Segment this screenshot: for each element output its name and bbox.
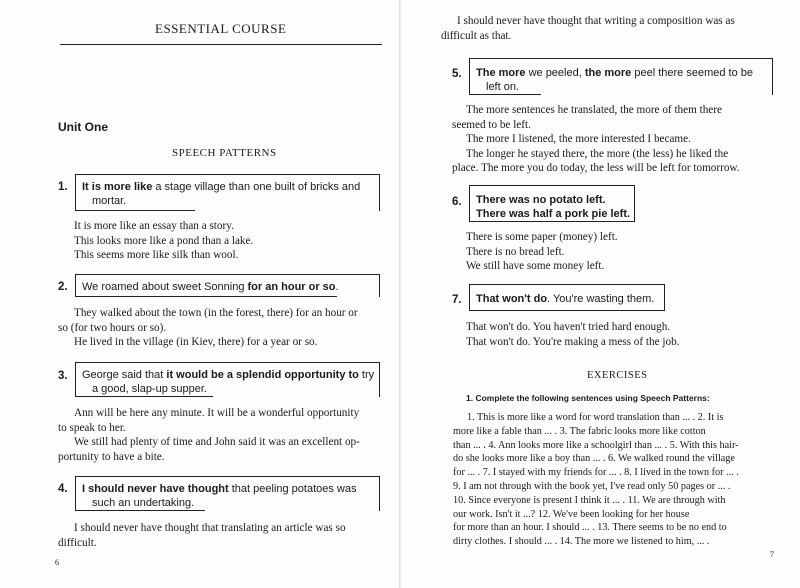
- exercise-line: than ... . 4. Ann looks more like a schoolgirl than ... . 5. With this hair-: [453, 439, 739, 451]
- example: so (for two hours or so).: [58, 321, 167, 334]
- pattern-6-number: 6.: [452, 196, 462, 208]
- example: We still have some money left.: [466, 260, 605, 272]
- exercise-line: do she looks more like a boy than ... . 6. We walked round the village: [453, 453, 735, 465]
- exercise-line: for more than an hour. I should ... . 13. There seems to be no end to: [453, 522, 727, 534]
- exercise-line: more like a fable than ... . 3. The fabric looks more like cotton: [453, 425, 706, 437]
- pattern-2-key: for an hour or so: [247, 281, 336, 293]
- pattern-4-key: I should never have thought: [82, 483, 229, 495]
- exercise-line: 10. Since everyone is present I think it ... . 11. We are through with: [453, 494, 726, 506]
- example: Ann will be here any minute. It will be a wonderful opportunity: [74, 407, 360, 419]
- example: difficult as that.: [441, 29, 512, 42]
- example: There is some paper (money) left.: [466, 231, 618, 243]
- pattern-1-key: It is more like: [82, 181, 153, 193]
- pattern-1-rest: a stage village than one built of bricks and: [152, 181, 361, 193]
- exercise-line: dirty clothes. I should ... . 14. The more we listened to him, ... .: [453, 536, 710, 548]
- example: This seems more like silk than wool.: [74, 249, 239, 261]
- pattern-6-line2: There was half a pork pie left.: [476, 208, 631, 220]
- speech-patterns-title: SPEECH PATTERNS: [172, 147, 277, 159]
- pattern-3-line2: a good, slap-up supper.: [92, 383, 207, 395]
- exercises-title: EXERCISES: [587, 370, 648, 381]
- pattern-3-text: [82, 368, 374, 396]
- pattern-4-number: 4.: [58, 483, 68, 495]
- pattern-7-key: That won't do: [476, 293, 548, 305]
- pattern-5-examples: [452, 103, 740, 176]
- example: difficult.: [58, 536, 97, 549]
- example: to speak to her.: [58, 421, 126, 434]
- example: That won't do. You're making a mess of the job.: [466, 335, 680, 348]
- pattern-2-number: 2.: [58, 281, 68, 293]
- pattern-1-text: [82, 180, 360, 208]
- example: The more I listened, the more interested I became.: [466, 133, 691, 145]
- exercise-line: 9. I am not through with the book yet, I've read only 50 pages or ... .: [453, 480, 731, 492]
- example: He lived in the village (in Kiev, there) for a year or so.: [74, 336, 318, 348]
- running-header: ESSENTIAL COURSE: [155, 21, 287, 36]
- pattern-2-text: [82, 280, 339, 294]
- pattern-1-line2: mortar.: [92, 195, 127, 207]
- pattern-7-rest: . You're wasting them.: [547, 293, 655, 305]
- example: The longer he stayed there, the more (the less) he liked the: [466, 147, 729, 160]
- pattern-7-text: [476, 292, 654, 306]
- pattern-5-key2: the more: [584, 67, 632, 79]
- pattern-7-number: 7.: [452, 294, 462, 306]
- pattern-6-line1: There was no potato left.: [476, 194, 606, 206]
- pattern-2-end: .: [335, 281, 339, 293]
- pattern-6-examples: [466, 230, 618, 274]
- example: There is no bread left.: [466, 245, 565, 258]
- pattern-5-rest: peel there seemed to be: [631, 67, 754, 79]
- example: The more sentences he translated, the more of them there: [466, 104, 722, 116]
- example: portunity to have a bite.: [58, 450, 165, 463]
- exercise-line: for ... . 7. I stayed with my friends for ... . 8. I lived in the town for ... .: [453, 467, 739, 479]
- exercise-1-body: [453, 411, 739, 549]
- exercise-line: 1. This is more like a word for word translation than ... . 2. It is: [467, 412, 724, 423]
- pattern-3-examples: [58, 406, 360, 464]
- example: They walked about the town (in the forest, there) for an hour or: [74, 307, 358, 319]
- example: seemed to be left.: [452, 118, 531, 131]
- exercise-1-heading: 1. Complete the following sentences using Speech Patterns:: [466, 393, 710, 403]
- page-number: 6: [55, 558, 59, 567]
- pattern-5-number: 5.: [452, 68, 462, 80]
- example: It is more like an essay than a story.: [74, 220, 234, 232]
- example: I should never have thought that writing a composition was as: [457, 15, 735, 27]
- example: This looks more like a pond than a lake.: [74, 234, 254, 247]
- pattern-4-continued: [441, 14, 735, 43]
- pattern-6-text: [476, 193, 630, 221]
- example: We still had plenty of time and John said it was an excellent op-: [74, 436, 360, 448]
- pattern-3-end: try: [358, 369, 375, 381]
- example: That won't do. You haven't tried hard enough.: [466, 321, 671, 333]
- pattern-1-examples: [74, 219, 253, 263]
- pattern-4-examples: [58, 521, 346, 550]
- pattern-4-text: [82, 482, 357, 510]
- pattern-7-examples: [466, 320, 679, 349]
- pattern-4-line2: such an undertaking.: [92, 497, 195, 509]
- unit-title: Unit One: [58, 120, 108, 134]
- pattern-5-key: The more: [476, 67, 526, 79]
- pattern-2-examples: [58, 306, 358, 350]
- pattern-3-key: it would be a splendid opportunity to: [166, 369, 359, 381]
- pattern-3-number: 3.: [58, 370, 68, 382]
- pattern-1-number: 1.: [58, 181, 68, 193]
- header-rule: [60, 44, 382, 45]
- pattern-4-rest: that peeling potatoes was: [228, 483, 357, 495]
- pattern-5-mid: we peeled,: [525, 67, 585, 79]
- pattern-3-plain: George said that: [82, 369, 167, 381]
- pattern-5-line2: left on.: [486, 81, 520, 93]
- example: place. The more you do today, the less will be left for tomorrow.: [452, 162, 740, 174]
- pattern-5-text: [476, 66, 753, 94]
- pattern-2-plain: We roamed about sweet Sonning: [82, 281, 248, 293]
- example: I should never have thought that translating an article was so: [74, 522, 346, 534]
- exercise-line: our work. Isn't it ...? 12. We've been looking for her house: [453, 508, 690, 520]
- page-number: 7: [770, 550, 774, 559]
- right-page: [400, 0, 800, 588]
